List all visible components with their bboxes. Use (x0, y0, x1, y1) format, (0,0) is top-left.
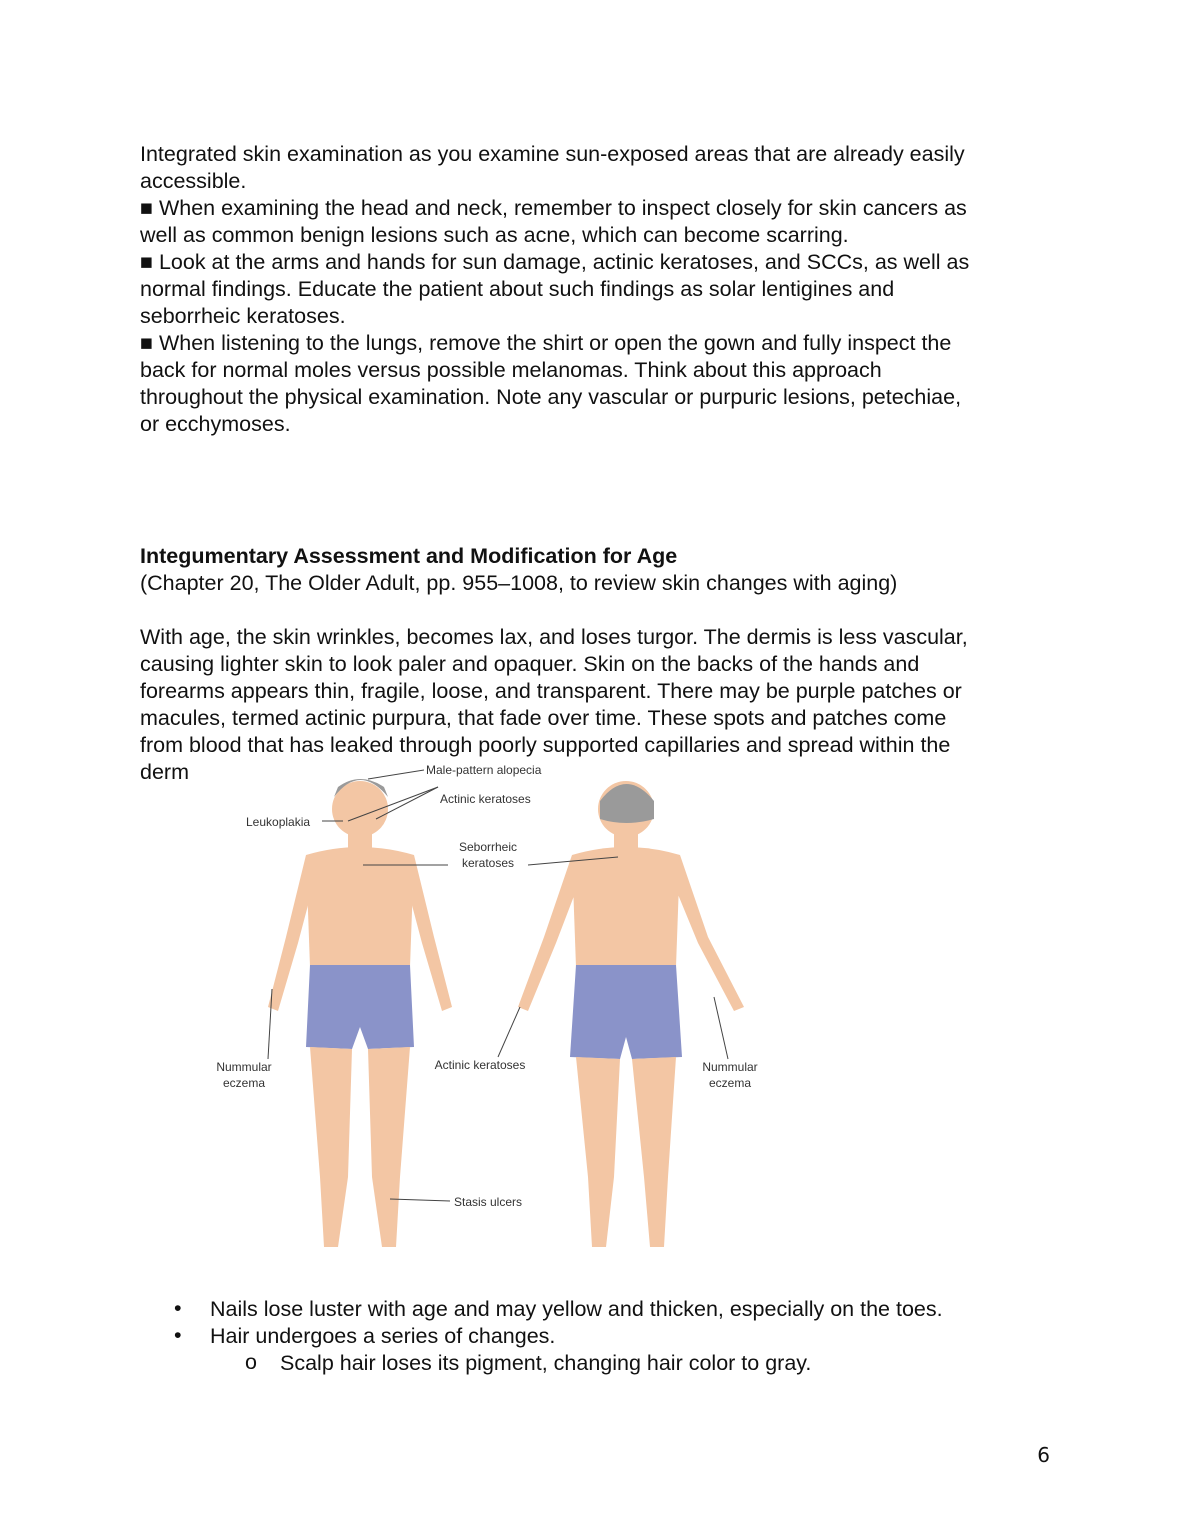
front-torso (306, 847, 414, 972)
text-line: ■ Look at the arms and hands for sun damage, actinic keratoses, and SCCs, as well as (140, 250, 970, 274)
front-neck (348, 833, 372, 849)
text-line: seborrheic keratoses. (140, 304, 346, 328)
text-line: macules, termed actinic purpura, that fade over time. These spots and patches come (140, 706, 947, 730)
list-item: Hair undergoes a series of changes. (210, 1324, 556, 1348)
sub-list-item: Scalp hair loses its pigment, changing hair color to gray. (280, 1351, 812, 1375)
sub-bullet-marker: o (245, 1350, 257, 1374)
text-line: throughout the physical examination. Note any vascular or purpuric lesions, petechiae, (140, 385, 962, 409)
text-line: back for normal moles versus possible melanomas. Think about this approach (140, 358, 882, 382)
label-actinic-top: Actinic keratoses (440, 792, 531, 806)
label-stasis-ulcers: Stasis ulcers (454, 1195, 523, 1209)
label-seborrheic-1: Seborrheic (458, 840, 518, 854)
list-item: Nails lose luster with age and may yellow and thicken, especially on the toes. (210, 1297, 943, 1321)
figure-svg (198, 757, 778, 1262)
aging-skin-figure (198, 757, 778, 1262)
figure-background (198, 757, 778, 1262)
text-line: normal findings. Educate the patient about such findings as solar lentigines and (140, 277, 895, 301)
label-alopecia: Male-pattern alopecia (426, 763, 542, 777)
text-line: ■ When listening to the lungs, remove the shirt or open the gown and fully inspect the (140, 331, 952, 355)
intro-paragraph (140, 141, 1060, 438)
label-leukoplakia: Leukoplakia (246, 815, 311, 829)
label-actinic-mid: Actinic keratoses (434, 1058, 526, 1072)
text-line: ■ When examining the head and neck, remember to inspect closely for skin cancers as (140, 196, 967, 220)
section-reference: (Chapter 20, The Older Adult, pp. 955–1008, to review skin changes with aging) (140, 571, 898, 595)
label-nummular-right-2: eczema (708, 1076, 752, 1090)
text-line: accessible. (140, 169, 247, 193)
back-torso (572, 847, 680, 972)
text-line: well as common benign lesions such as acne, which can become scarring. (140, 223, 849, 247)
text-line: derm (140, 760, 189, 784)
text-line: from blood that has leaked through poorly supported capillaries and spread within the (140, 733, 951, 757)
bullet-marker: • (174, 1296, 182, 1320)
text-line: causing lighter skin to look paler and opaquer. Skin on the backs of the hands and (140, 652, 920, 676)
page-number: 6 (1037, 1443, 1050, 1467)
label-nummular-right-1: Nummular (702, 1060, 758, 1074)
text-line: Integrated skin examination as you examine sun-exposed areas that are already easily (140, 142, 965, 166)
label-nummular-left-2: eczema (222, 1076, 266, 1090)
label-seborrheic-2: keratoses (461, 856, 515, 870)
text-line: forearms appears thin, fragile, loose, and transparent. There may be purple patches or (140, 679, 962, 703)
text-line: With age, the skin wrinkles, becomes lax, and loses turgor. The dermis is less vascular, (140, 625, 968, 649)
section-heading: Integumentary Assessment and Modification for Age (140, 544, 678, 568)
back-neck (614, 833, 638, 849)
text-line: or ecchymoses. (140, 412, 291, 436)
label-nummular-left-1: Nummular (216, 1060, 272, 1074)
bullet-marker: • (174, 1323, 182, 1347)
